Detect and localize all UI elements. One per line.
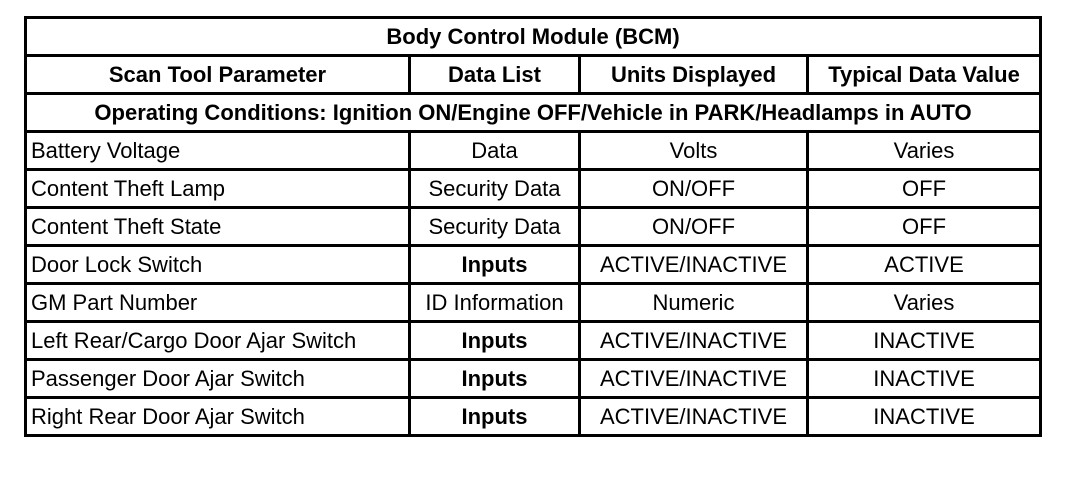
table-row <box>26 322 1041 360</box>
typical-value-cell: Varies <box>808 132 1041 170</box>
typical-value-cell: INACTIVE <box>808 398 1041 436</box>
header-data-list: Data List <box>410 56 580 94</box>
units-cell: ACTIVE/INACTIVE <box>580 246 808 284</box>
units-cell: ACTIVE/INACTIVE <box>580 322 808 360</box>
typical-value-cell: OFF <box>808 170 1041 208</box>
units-cell: Volts <box>580 132 808 170</box>
parameter-cell: Content Theft State <box>26 208 410 246</box>
header-row <box>26 56 1041 94</box>
units-cell: ON/OFF <box>580 170 808 208</box>
data-list-cell: Security Data <box>410 170 580 208</box>
data-list-cell: Inputs <box>410 246 580 284</box>
table-row <box>26 360 1041 398</box>
table-row <box>26 208 1041 246</box>
data-list-cell: Security Data <box>410 208 580 246</box>
typical-value-cell: INACTIVE <box>808 360 1041 398</box>
parameter-cell: Door Lock Switch <box>26 246 410 284</box>
units-cell: ACTIVE/INACTIVE <box>580 398 808 436</box>
header-units-displayed: Units Displayed <box>580 56 808 94</box>
data-list-cell: Inputs <box>410 322 580 360</box>
data-list-cell: ID Information <box>410 284 580 322</box>
table-row <box>26 284 1041 322</box>
units-cell: ACTIVE/INACTIVE <box>580 360 808 398</box>
parameter-cell: Left Rear/Cargo Door Ajar Switch <box>26 322 410 360</box>
title-row <box>26 18 1041 56</box>
header-scan-tool-parameter: Scan Tool Parameter <box>26 56 410 94</box>
units-cell: Numeric <box>580 284 808 322</box>
units-cell: ON/OFF <box>580 208 808 246</box>
bcm-data-table <box>24 16 1042 437</box>
typical-value-cell: Varies <box>808 284 1041 322</box>
data-list-cell: Data <box>410 132 580 170</box>
table-row <box>26 170 1041 208</box>
parameter-cell: Right Rear Door Ajar Switch <box>26 398 410 436</box>
typical-value-cell: ACTIVE <box>808 246 1041 284</box>
parameter-cell: Passenger Door Ajar Switch <box>26 360 410 398</box>
parameter-cell: Content Theft Lamp <box>26 170 410 208</box>
operating-conditions-row <box>26 94 1041 132</box>
table-row <box>26 398 1041 436</box>
table-row <box>26 246 1041 284</box>
typical-value-cell: OFF <box>808 208 1041 246</box>
data-list-cell: Inputs <box>410 398 580 436</box>
operating-conditions: Operating Conditions: Ignition ON/Engine OFF/Vehicle in PARK/Headlamps in AUTO <box>26 94 1041 132</box>
parameter-cell: Battery Voltage <box>26 132 410 170</box>
parameter-cell: GM Part Number <box>26 284 410 322</box>
table-row <box>26 132 1041 170</box>
table-title: Body Control Module (BCM) <box>26 18 1041 56</box>
typical-value-cell: INACTIVE <box>808 322 1041 360</box>
header-typical-data-value: Typical Data Value <box>808 56 1041 94</box>
data-list-cell: Inputs <box>410 360 580 398</box>
